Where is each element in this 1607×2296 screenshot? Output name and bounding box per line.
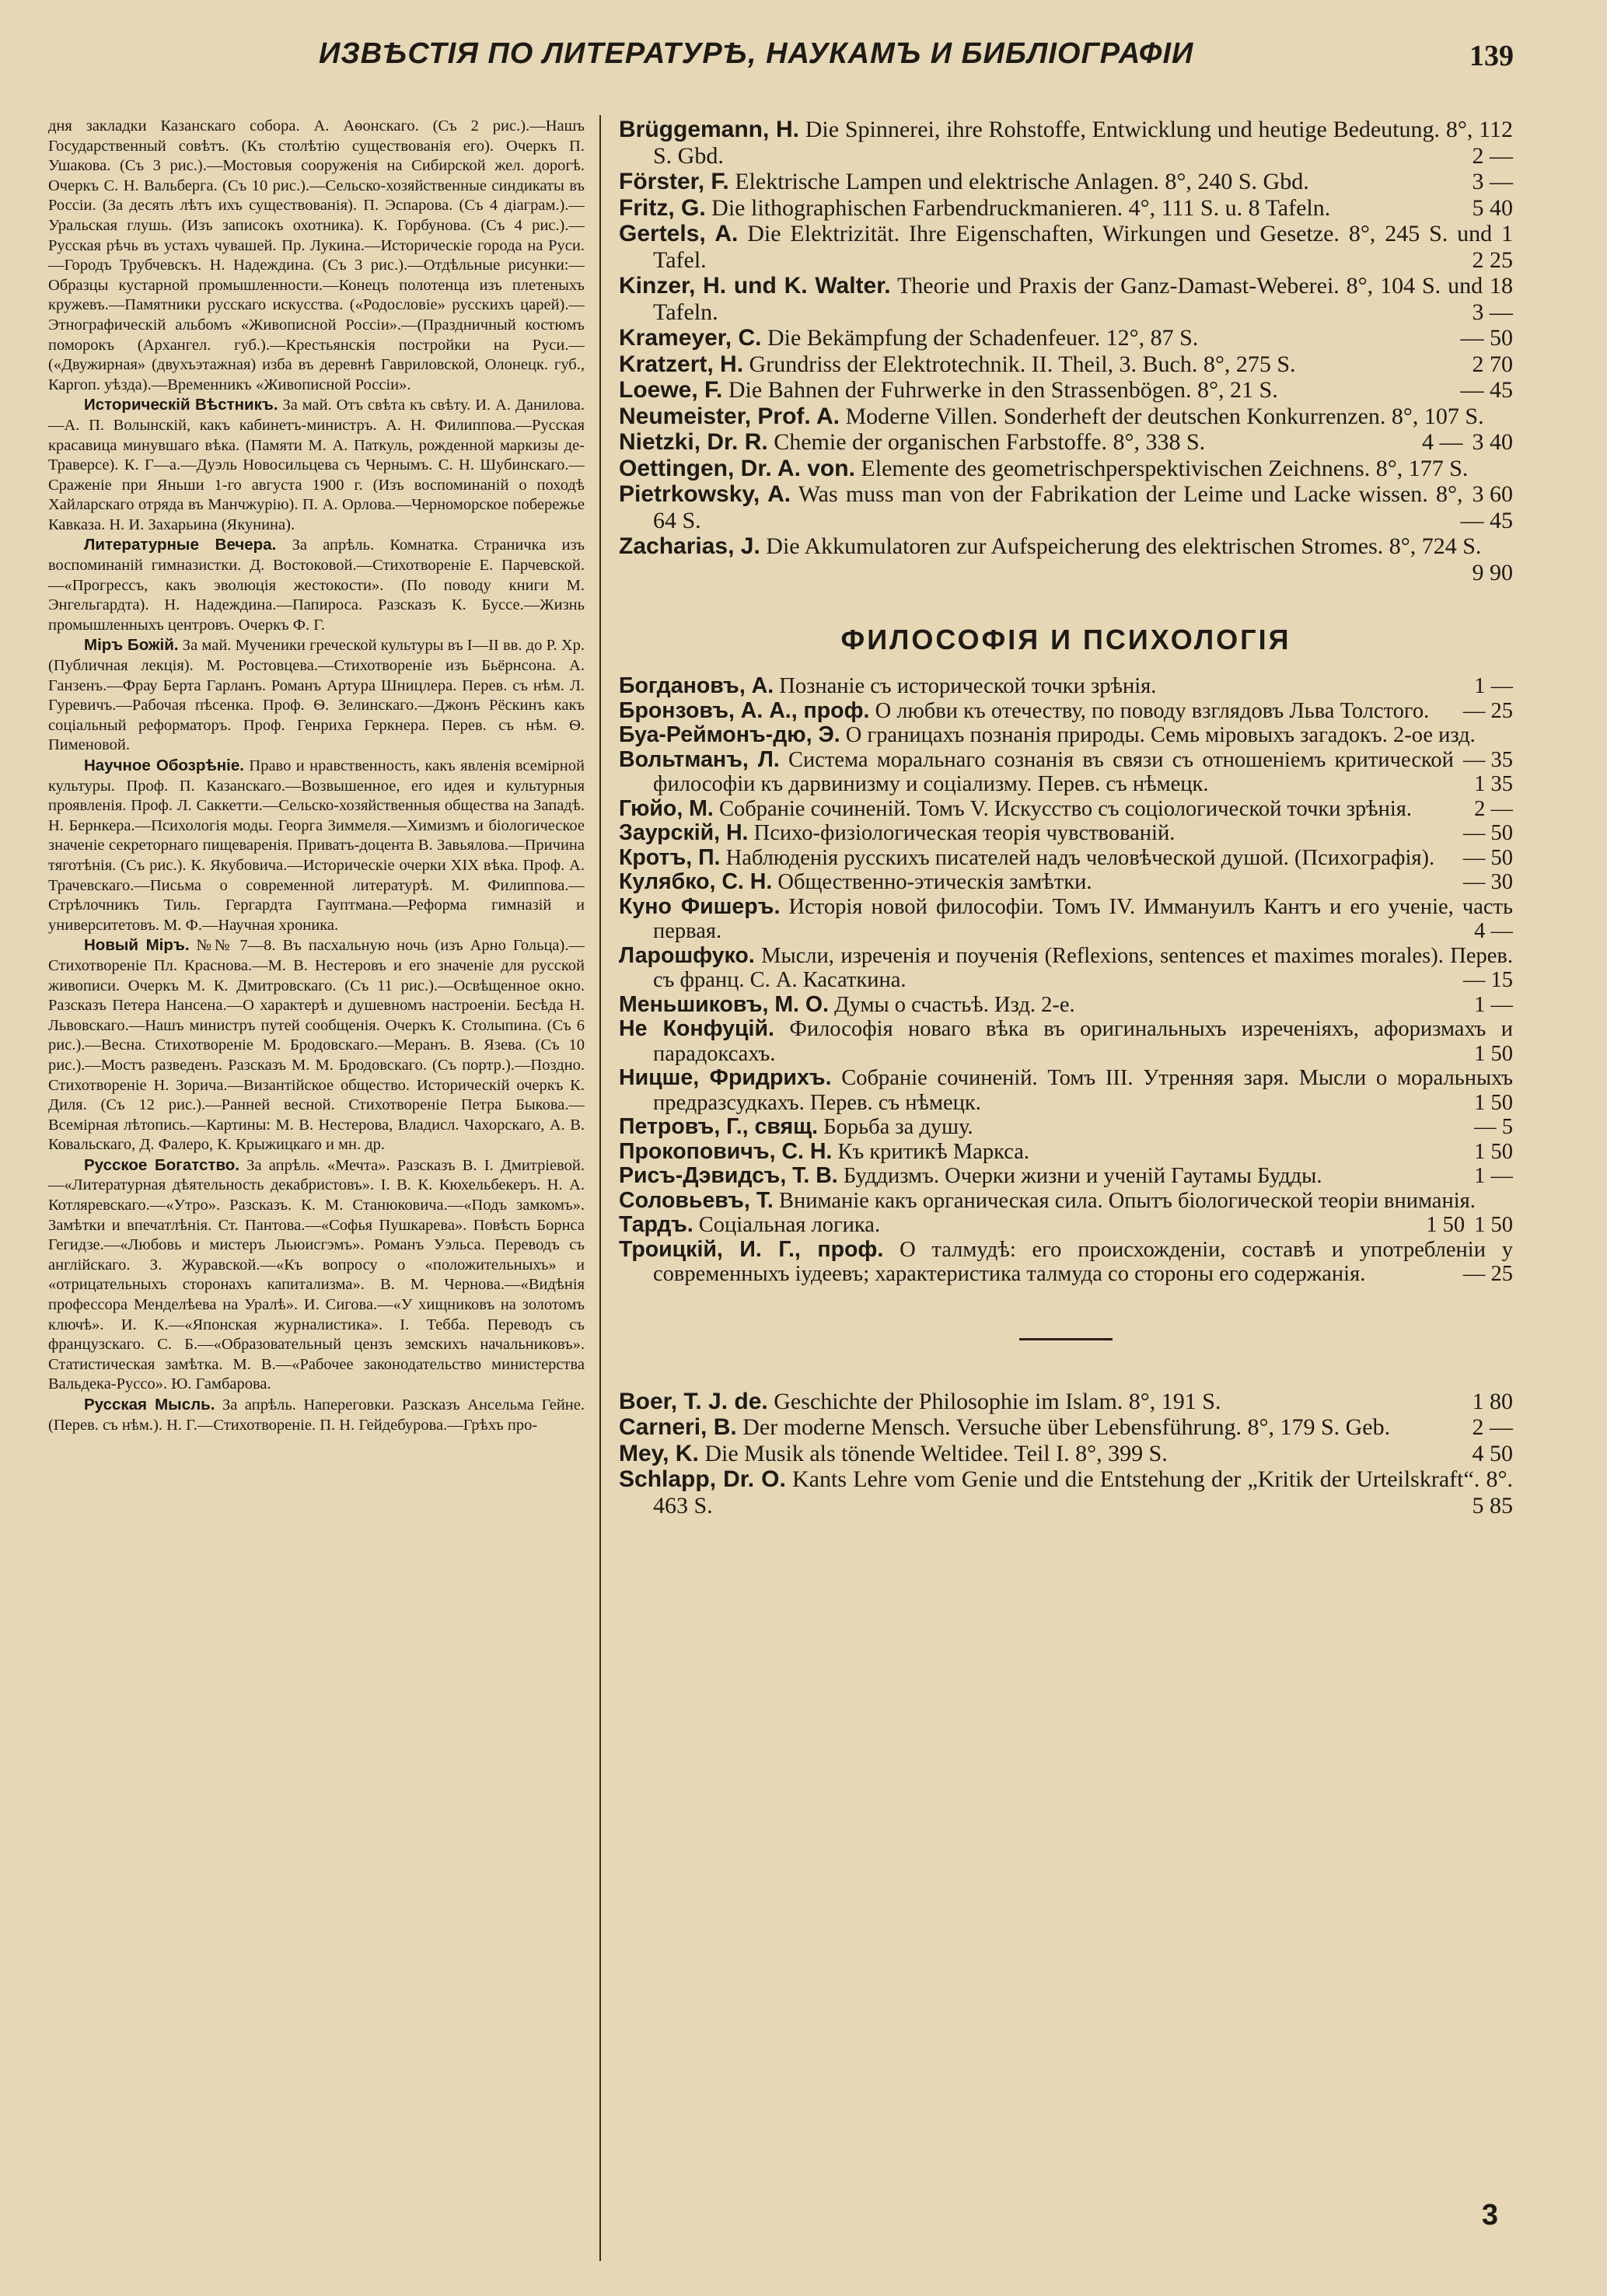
entry-author: Oettingen, Dr. A. von. xyxy=(619,455,855,481)
entry-price: 3 — xyxy=(1472,169,1513,194)
bibliography-entry xyxy=(619,993,1513,1018)
entry-title: О любви къ отечеству, по поводу взглядовъ Льва Толстого. xyxy=(875,698,1430,723)
bibliography-entry xyxy=(619,273,1513,325)
entry-price: — 50 xyxy=(1462,821,1513,845)
journal-title: Міръ Божій. xyxy=(84,636,179,655)
entry-title: Die Akkumulatoren zur Aufspeicherung des elektrischen Stromes. 8°, 724 S. xyxy=(766,533,1482,559)
entry-title: Борьба за душу. xyxy=(823,1115,973,1139)
journal-title: Новый Міръ. xyxy=(84,936,190,955)
entry-price: 1 50 xyxy=(1426,1213,1466,1237)
journal-contents: За апрѣль. Комнатка. Страничка изъ воспоминаній гимназистки. Д. Востоковой.—Стихотвореніе Е. Парчевской.—«Прогрессъ, какъ эволюція жестокости». (По поводу книги М. Энгельгардта). Н. Надеждина.—Папироса. Разсказъ К. Буссе.—Жизнь промышленныхъ центровъ. Очеркъ Ф. Г. xyxy=(48,536,585,634)
column-rule xyxy=(599,115,601,2261)
german-bibliography-list xyxy=(619,117,1514,585)
bibliography-entry xyxy=(619,1389,1513,1415)
entry-author: Троицкій, И. Г., проф. xyxy=(619,1236,884,1262)
entry-author: Pietrkowsky, A. xyxy=(619,481,791,507)
entry-author: Рисъ-Дэвидсъ, Т. В. xyxy=(619,1163,838,1188)
entry-title: Собраніе сочиненій. Томъ III. Утренняя заря. Мысли о моральныхъ предразсудкахъ. Перев. съ нѣмецк. xyxy=(653,1066,1513,1115)
entry-price: 1 50 xyxy=(1474,1139,1513,1164)
entry-title: Die Elektrizität. Ihre Eigenschaften, Wirkungen und Gesetze. 8°, 245 S. und 1 Tafel. xyxy=(653,221,1514,273)
entry-author: Carneri, B. xyxy=(619,1414,737,1440)
right-column xyxy=(619,117,1513,1518)
entry-title: Система моральнаго сознанія въ связи съ отношеніемъ критической философіи къ дарвинизму и соціализму. Перев. съ нѣмецк. xyxy=(653,747,1454,796)
journal-contents: За май. Отъ свѣта къ свѣту. И. А. Данилова.—А. П. Волынскій, какъ кабинетъ-министръ. А. Н. Филиппова.—Русская красавица минувшаго вѣка. (Памяти М. А. Паткуль, рожденной маркизы де-Траверсе). К. Г—а.—Дуэль Новосильцева съ Чернымъ. С. Н. Шубинскаго.—Сраженіе при Яньши 1-го августа 1900 г. (Изъ воспоминаній о походѣ Хайларскаго отряда въ Манчжурію). П. А. Орлова.—Черноморское побережье Кавказа. Н. И. Захарьина (Якунина). xyxy=(48,397,585,533)
entry-price: 4 — xyxy=(1422,429,1463,455)
bibliography-entry xyxy=(619,221,1513,273)
entry-price: 4 — xyxy=(1474,919,1513,943)
entry-author: Förster, F. xyxy=(619,169,729,194)
journal-contents: №№ 7—8. Въ пасхальную ночь (изъ Арно Гольца).—Стихотвореніе Пл. Краснова.—М. В. Нестеровъ и его значеніе для русской живописи. Очеркъ М. К. Дмитровскаго. (Съ 11 рис.).—Освѣщенное окно. Разсказъ Петера Нансена.—О характерѣ и душевномъ настроеніи. Бесѣда Н. Львовскаго.—Нашъ министръ путей сообщенія. Очеркъ К. Столыпина. (Съ 6 рис.).—Весна. Стихотвореніе М. Бродовскаго.—Меранъ. В. Язева. (Съ 10 рис.).—Мостъ разведенъ. Разсказъ М. М. Бродовскаго. (Съ портр.).—Поздно. Стихотвореніе Н. Зорича.—Византійское общество. Историческій очеркъ К. Диля. (Съ 12 рис.).—Ранней весной. Стихотвореніе Петра Быкова.—Всемірная лѣтопись.—Картины: М. В. Нестерова, Владисл. Чахорскаго, А. В. Ковальскаго, Д. Фалеро, К. Крыжицкаго и мн. др. xyxy=(48,937,585,1154)
journal-review-paragraph xyxy=(48,1155,585,1395)
bibliography-entry xyxy=(619,748,1513,797)
bibliography-entry xyxy=(619,429,1513,456)
entry-price: 2 — xyxy=(1472,1414,1513,1440)
entry-title: Собраніе сочиненій. Томъ V. Искусство съ соціологической точки зрѣнія. xyxy=(718,796,1413,821)
entry-title: Вниманіе какъ органическая сила. Опытъ біологической теоріи вниманія. xyxy=(778,1188,1476,1213)
journal-contents: дня закладки Казанскаго собора. А. Аѳонскаго. (Съ 2 рис.).—Нашъ Государственный совѣтъ. (Къ столѣтію существованія его). Очеркъ П. Ушакова. (Съ 3 рис.).—Мостовыя сооруженія на Сибирской жел. дорогѣ. Очеркъ С. Н. Вальберга. (Съ 10 рис.).—Сельско-хозяйственные синдикаты въ Россіи. (За десять лѣтъ ихъ существованія). П. Эспарова. (Съ 4 діаграм.).—Уральская глушь. (Изъ записокъ охотника). К. Горбунова. (Съ 4 рис.).—Русская рѣчь въ устахъ чувашей. Пр. Лукина.—Историческіе города на Руси.—Городъ Трубчевскъ. Н. Надеждина. (Съ 3 рис.).—Отдѣльные рисунки:—Образцы кустарной промышленности.—Конецъ полотенца изъ плетеныхъ кружевъ.—Памятники русскаго искусства. («Родословіе» русскихъ царей).—Этнографическій альбомъ «Живописной Россіи».—(Праздничный костюмъ поморокъ (Архангел. губ.).—Крестьянскія постройки на Руси.—(«Двужирная» (двухъэтажная) изба въ деревнѣ Гавриловской, Олонецк. губ., Каргоп. уѣзда).—Временникъ «Живописной Россіи». xyxy=(48,117,585,393)
bibliography-entry xyxy=(619,169,1513,195)
bibliography-entry xyxy=(619,1238,1513,1287)
entry-price: 4 50 xyxy=(1472,1440,1513,1466)
bibliography-entry xyxy=(619,1017,1513,1066)
entry-author: Mey, K. xyxy=(619,1440,699,1466)
entry-author: Петровъ, Г., свящ. xyxy=(619,1114,819,1139)
entry-price: — 25 xyxy=(1462,698,1513,723)
entry-title: Буддизмъ. Очерки жизни и ученій Гаутамы Будды. xyxy=(843,1164,1322,1188)
entry-title: Die Spinnerei, ihre Rohstoffe, Entwicklung und heutige Bedeutung. 8°, 112 S. Gbd. xyxy=(653,117,1513,169)
entry-price: 1 50 xyxy=(1474,1213,1513,1237)
bibliography-entry xyxy=(619,1140,1513,1165)
entry-title: Die Musik als tönende Weltidee. Teil I. 8°, 399 S. xyxy=(704,1440,1168,1466)
entry-title: Мысли, изреченія и поученія (Reflexions, sentences et maximes morales). Перев. съ франц. С. А. Касаткина. xyxy=(653,943,1513,992)
journal-title: Русская Мысль. xyxy=(84,1396,215,1414)
bibliography-entry xyxy=(619,1164,1513,1189)
bibliography-entry xyxy=(619,325,1513,351)
entry-title: Психо-физіологическая теорія чувствованій. xyxy=(753,821,1176,845)
entry-author: Куно Фишеръ. xyxy=(619,893,781,919)
entry-price: — 45 xyxy=(1460,377,1513,403)
running-head xyxy=(0,37,1607,84)
journal-title: Историческій Вѣстникъ. xyxy=(84,396,278,414)
entry-author: Boer, T. J. de. xyxy=(619,1388,768,1414)
entry-title: Die lithographischen Farbendruckmanieren. 4°, 111 S. u. 8 Tafeln. xyxy=(711,194,1331,221)
entry-author: Neumeister, Prof. A. xyxy=(619,403,840,429)
entry-price: 1 — xyxy=(1474,674,1513,698)
entry-author: Ларошфуко. xyxy=(619,942,755,968)
entry-author: Бронзовъ, А. А., проф. xyxy=(619,697,870,723)
entry-title: Kants Lehre vom Genie und die Entstehung der „Kritik der Urteilskraft“. 8°. 463 S. xyxy=(653,1466,1514,1518)
entry-title: Думы о счастьѣ. Изд. 2-е. xyxy=(834,992,1075,1017)
section-separator xyxy=(1019,1338,1113,1340)
entry-title: Chemie der organischen Farbstoffe. 8°, 338 S. xyxy=(774,429,1206,455)
journal-contents: За апрѣль. «Мечта». Разсказъ В. І. Дмитріевой.—«Литературная дѣятельность декабристовъ». І. В. К. Кюхельбекеръ. Н. А. Котляревскаго.—«Утро». Разсказъ. К. М. Станюковича.—«Подъ замкомъ». Замѣтки и впечатлѣнія. Ст. Пантова.—«Софья Пушкарева». Повѣсть Борнса Гегидзе.—«Любовь и мистеръ Льюисгэмъ». Романъ Уэльса. Переводъ съ англійскаго. З. Журавской.—«Къ вопросу о «положительныхъ» и «отрицательныхъ сторонахъ капитализма». В. М. Чернова.—«Видѣнія профессора Менделѣева на Уралѣ». И. Сигова.—«У хищниковъ на золотомъ ключѣ». И. К.—«Японская журналистика». І. Тебба. Переводъ съ французскаго. С. Б.—«Образовательный цензъ земскихъ начальниковъ». Статистическая замѣтка. М. В.—«Рабочее законодательство министерства Вальдека-Руссо». Ю. Гамбарова. xyxy=(48,1156,585,1393)
journal-contents: За май. Мученики греческой культуры въ I—II вв. до Р. Хр. (Публичная лекція). М. Ростовцева.—Стихотвореніе изъ Бьёрнсона. А. Ганзенъ.—Фрау Берта Гарланъ. Романъ Артура Шницлера. Перев. съ нѣм. Л. Гуревичъ.—Рабочая пѣсенка. Проф. Ѳ. Зелинскаго.—Джонъ Рёскинъ какъ соціальный реформаторъ. Проф. Генриха Геркнера. Перев. съ нѣм. Ѳ. Пименовой. xyxy=(48,637,585,754)
entry-price: — 45 xyxy=(1460,507,1513,533)
entry-author: Кротъ, П. xyxy=(619,844,721,870)
entry-title: Исторія новой философіи. Томъ IV. Иммануилъ Кантъ и его ученіе, часть первая. xyxy=(653,894,1513,943)
bibliography-entry xyxy=(619,895,1513,944)
bibliography-entry xyxy=(619,533,1513,585)
entry-title: О границахъ познанія природы. Семь міровыхъ загадокъ. 2-ое изд. xyxy=(845,723,1476,747)
bibliography-entry xyxy=(619,195,1513,222)
page-number: 139 xyxy=(1469,40,1514,72)
bibliography-entry xyxy=(619,1115,1513,1140)
journal-review-paragraph xyxy=(48,635,585,756)
entry-title: Der moderne Mensch. Versuche über Lebensführung. 8°, 179 S. Geb. xyxy=(742,1414,1391,1440)
journal-contents: За апрѣль. Напереговки. Разсказъ Ансельма Гейне. (Перев. съ нѣм.). Н. Г.—Стихотвореніе. П. Н. Гейдебурова.—Грѣхъ про- xyxy=(48,1396,585,1434)
entry-author: Меньшиковъ, М. О. xyxy=(619,991,829,1017)
entry-price: 1 50 xyxy=(1474,1041,1513,1066)
entry-price: — 5 xyxy=(1474,1115,1513,1139)
entry-title: Was muss man von der Fabrikation der Leime und Lacke wissen. 8°, 64 S. xyxy=(653,481,1463,533)
entry-price: 5 85 xyxy=(1472,1492,1513,1518)
entry-title: Философія новаго вѣка въ оригинальныхъ изреченіяхъ, афоризмахъ и парадоксахъ. xyxy=(653,1017,1513,1066)
entry-price: — 50 xyxy=(1462,845,1513,870)
entry-price: 2 — xyxy=(1474,796,1513,821)
entry-author: Fritz, G. xyxy=(619,194,706,221)
journal-review-paragraph xyxy=(48,756,585,935)
bibliography-entry xyxy=(619,481,1513,533)
entry-title: Elemente des geometrischperspektivischen Zeichnens. 8°, 177 S. xyxy=(861,455,1469,481)
entry-author: Богдановъ, А. xyxy=(619,673,774,698)
entry-title: Общественно-этическія замѣтки. xyxy=(777,870,1092,894)
entry-price: — 15 xyxy=(1462,968,1513,992)
entry-author: Brüggemann, H. xyxy=(619,117,799,142)
journal-review-paragraph xyxy=(48,1395,585,1435)
entry-title: Elektrische Lampen und elektrische Anlagen. 8°, 240 S. Gbd. xyxy=(735,169,1309,194)
entry-price: 1 80 xyxy=(1472,1388,1513,1414)
journal-review-paragraph xyxy=(48,535,585,635)
entry-price: 2 — xyxy=(1472,142,1513,169)
sheet-mark: 3 xyxy=(1481,2199,1498,2231)
entry-author: Вольтманъ, Л. xyxy=(619,746,780,772)
entry-title: Grundriss der Elektrotechnik. II. Theil, 3. Buch. 8°, 275 S. xyxy=(749,351,1296,377)
bibliography-entry xyxy=(619,377,1513,404)
journal-review-paragraph xyxy=(48,935,585,1155)
entry-price: — 25 xyxy=(1462,1262,1513,1286)
journal-review-paragraph xyxy=(48,117,585,395)
entry-author: Прокоповичъ, С. Н. xyxy=(619,1138,833,1164)
entry-price: 3 40 xyxy=(1472,429,1513,455)
entry-price: — 50 xyxy=(1460,325,1513,351)
bibliography-entry xyxy=(619,674,1513,699)
bibliography-entry xyxy=(619,797,1513,822)
journal-title: Научное Обозрѣніе. xyxy=(84,757,244,774)
bibliography-entry xyxy=(619,870,1513,895)
entry-title: Moderne Villen. Sonderheft der deutschen Konkurrenzen. 8°, 107 S. xyxy=(845,403,1484,429)
entry-title: О талмудѣ: его происхожденіи, составѣ и употребленіи у современныхъ іудеевъ; характеристика талмуда со стороны его содержанія. xyxy=(653,1237,1514,1286)
entry-author: Zacharias, J. xyxy=(619,533,760,559)
bibliography-entry xyxy=(619,1441,1513,1467)
entry-author: Schlapp, Dr. O. xyxy=(619,1466,786,1492)
philosophy-bibliography-list xyxy=(619,674,1513,1287)
entry-author: Заурскій, Н. xyxy=(619,820,749,845)
entry-author: Не Конфуцій. xyxy=(619,1016,774,1041)
bibliography-entry xyxy=(619,351,1513,378)
entry-author: Тардъ. xyxy=(619,1212,693,1237)
bibliography-entry xyxy=(619,944,1513,993)
entry-price: 9 90 xyxy=(1472,559,1513,585)
entry-price: 2 70 xyxy=(1472,351,1513,377)
entry-author: Кулябко, С. Н. xyxy=(619,869,773,894)
entry-author: Nietzki, Dr. R. xyxy=(619,429,768,455)
entry-price: 3 60 xyxy=(1472,481,1513,507)
bibliography-entry xyxy=(619,1466,1513,1518)
entry-title: Наблюденія русскихъ писателей надъ человѣческой душой. (Психографія). xyxy=(725,845,1435,870)
entry-author: Соловьевъ, Т. xyxy=(619,1187,774,1213)
entry-author: Гюйо, М. xyxy=(619,795,714,821)
entry-author: Буа-Реймонъ-дю, Э. xyxy=(619,722,840,747)
journal-title: Литературные Вечера. xyxy=(84,536,277,554)
bibliography-entry xyxy=(619,699,1513,724)
entry-price: 1 — xyxy=(1474,992,1513,1017)
entry-title: Geschichte der Philosophie im Islam. 8°, 191 S. xyxy=(774,1388,1221,1414)
bibliography-entry xyxy=(619,117,1513,169)
entry-title: Соціальная логика. xyxy=(698,1213,881,1237)
entry-title: Die Bekämpfung der Schadenfeuer. 12°, 87 S. xyxy=(767,325,1199,351)
section-title: ФИЛОСОФІЯ И ПСИХОЛОГІЯ xyxy=(840,623,1291,655)
entry-price: 1 35 xyxy=(1474,772,1513,796)
entry-price: 1 50 xyxy=(1474,1090,1513,1115)
bibliography-entry xyxy=(619,1414,1513,1441)
entry-title: Познаніе съ исторической точки зрѣнія. xyxy=(779,674,1157,698)
entry-price: 5 40 xyxy=(1472,194,1513,221)
entry-author: Kinzer, H. und K. Walter. xyxy=(619,273,891,299)
bibliography-entry xyxy=(619,1213,1513,1238)
entry-price: — 30 xyxy=(1462,870,1513,894)
entry-price: 3 — xyxy=(1472,299,1513,325)
journal-review-paragraph xyxy=(48,395,585,535)
bibliography-entry xyxy=(619,846,1513,871)
running-title: ИЗВѢСТІЯ ПО ЛИТЕРАТУРѢ, НАУКАМЪ И БИБЛІОГРАФІИ xyxy=(319,37,1194,70)
entry-author: Gertels, A. xyxy=(619,221,739,246)
entry-author: Ницше, Фридрихъ. xyxy=(619,1065,832,1090)
bibliography-entry xyxy=(619,1066,1513,1115)
german-philosophy-list xyxy=(619,1389,1513,1519)
entry-price: 1 — xyxy=(1474,1164,1513,1188)
entry-author: Loewe, F. xyxy=(619,377,723,403)
entry-title: Die Bahnen der Fuhrwerke in den Strassenbögen. 8°, 21 S. xyxy=(728,377,1278,403)
bibliography-entry xyxy=(619,821,1513,846)
entry-price: 2 25 xyxy=(1472,246,1513,273)
journal-contents: Право и нравственность, какъ явленія всемірной культуры. Проф. П. Казанскаго.—Возвышенное, его идея и культурныя проявленія. Проф. Л. Саккетти.—Сельско-хозяйственныя общества на Западѣ. Н. Бернкера.—Психологія моды. Георга Зиммеля.—Химизмъ и біологическое значеніе секреторнаго пищеваренія. Приватъ-доцента В. Завьялова.—Причина тяготѣнія. (Съ рис.). К. Якубовича.—Историческіе очерки XIX вѣка. Проф. А. Трачевскаго.—Письма о современной литературѣ. М. Филиппова.—Стрѣлочникъ Тиль. Гергардта Гауптмана.—Реформа гимназій и университетовъ. М. Ф.—Научная хроника. xyxy=(48,757,585,934)
entry-author: Kratzert, H. xyxy=(619,351,744,377)
entry-title: Theorie und Praxis der Ganz-Damast-Weberei. 8°, 104 S. und 18 Tafeln. xyxy=(653,273,1513,325)
journal-title: Русское Богатство. xyxy=(84,1155,239,1174)
left-column xyxy=(48,117,585,2270)
entry-author: Krameyer, C. xyxy=(619,325,762,351)
entry-price: — 35 xyxy=(1462,747,1513,772)
entry-title: Къ критикѣ Маркса. xyxy=(837,1139,1029,1164)
